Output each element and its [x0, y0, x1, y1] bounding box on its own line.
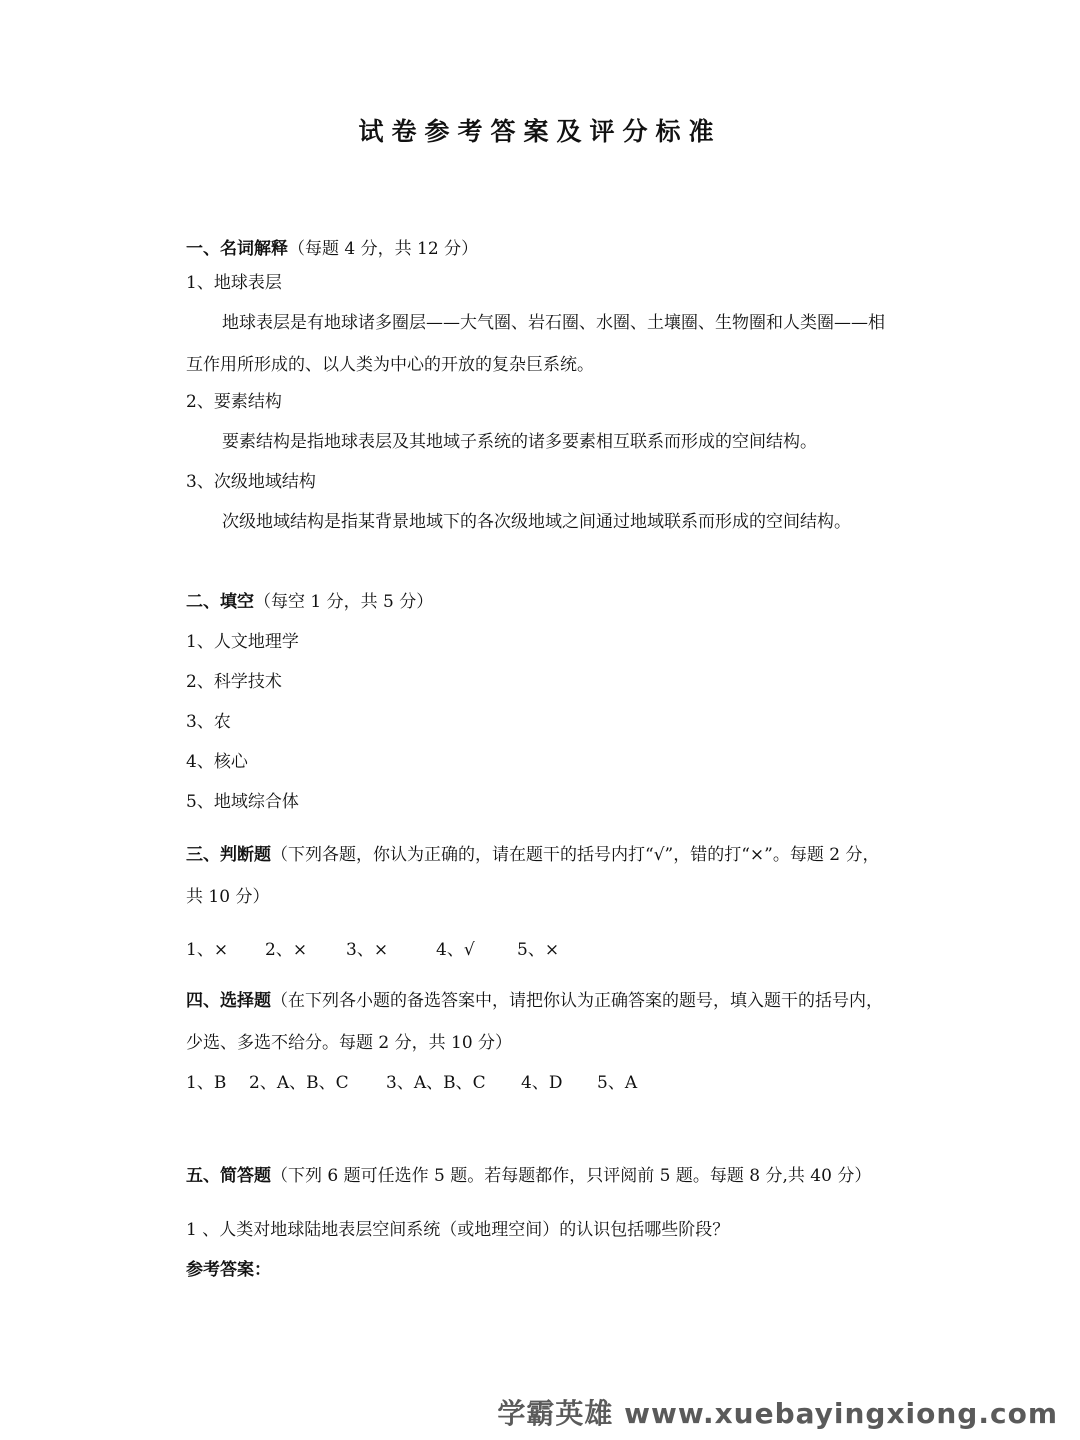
section-4-note: （在下列各小题的备选答案中，请把你认为正确答案的题号，填入题干的括号内，少选、多选不给分。每题 2 分，共 10 分） — [186, 991, 883, 1053]
s2-item-2: 2、科学技术 — [186, 672, 282, 692]
s1-answer-1: 地球表层是有地球诸多圈层——大气圈、岩石圈、水圈、土壤圈、生物圈和人类圈——相互作用所形成的、以人类为中心的开放的复杂巨系统。 — [186, 313, 885, 375]
s3-answer-5: 5、× — [517, 940, 560, 960]
s4-answer-1: 1、B — [186, 1073, 227, 1093]
section-1-heading-line — [186, 237, 478, 261]
s3-answer-1: 1、× — [186, 940, 229, 960]
section-3-heading-block — [186, 834, 892, 918]
section-3-answers — [186, 938, 559, 962]
s1-question-2: 2、要素结构 — [186, 392, 282, 412]
s3-answer-2: 2、× — [265, 940, 308, 960]
s4-answer-4: 4、D — [521, 1073, 563, 1093]
s3-answer-4: 4、√ — [436, 940, 475, 960]
s3-answer-3: 3、× — [346, 940, 389, 960]
section-2-note: （每空 1 分，共 5 分） — [254, 592, 434, 612]
section-4-answers — [186, 1071, 637, 1095]
s1-answer-3: 次级地域结构是指某背景地域下的各次级地域之间通过地域联系而形成的空间结构。 — [222, 512, 851, 532]
s4-answer-5: 5、A — [597, 1073, 638, 1093]
reference-answer-label: 参考答案： — [186, 1260, 271, 1280]
section-1-heading: 一、名词解释 — [186, 239, 288, 259]
s2-item-5: 5、地域综合体 — [186, 792, 299, 812]
section-3-heading: 三、判断题 — [186, 845, 271, 865]
s1-question-3: 3、次级地域结构 — [186, 472, 316, 492]
section-4-heading-block — [186, 980, 892, 1064]
s1-answer-2: 要素结构是指地球表层及其地域子系统的诸多要素相互联系而形成的空间结构。 — [222, 432, 817, 452]
section-1-note: （每题 4 分，共 12 分） — [288, 239, 479, 259]
section-4-heading: 四、选择题 — [186, 991, 271, 1011]
s2-item-4: 4、核心 — [186, 752, 248, 772]
s5-question-1: 1 、人类对地球陆地表层空间系统（或地理空间）的认识包括哪些阶段？ — [186, 1220, 730, 1240]
section-3-note: （下列各题，你认为正确的，请在题干的括号内打“√”，错的打“×”。每题 2 分，共 10 分） — [186, 845, 880, 907]
s1-question-1: 1、地球表层 — [186, 273, 282, 293]
s4-answer-3: 3、A、B、C — [386, 1073, 486, 1093]
section-2-heading: 二、填空 — [186, 592, 254, 612]
s4-answer-2: 2、A、B、C — [249, 1073, 349, 1093]
s2-item-1: 1、人文地理学 — [186, 632, 299, 652]
section-2-heading-line — [186, 590, 433, 614]
section-5-heading-line — [186, 1164, 871, 1188]
section-5-heading: 五、简答题 — [186, 1166, 271, 1186]
watermark-text: 学霸英雄 www.xuebayingxiong.com — [497, 1397, 1058, 1430]
s2-item-3: 3、农 — [186, 712, 231, 732]
page-title: 试卷参考答案及评分标准 — [358, 117, 722, 146]
section-5-note: （下列 6 题可任选作 5 题。若每题都作，只评阅前 5 题。每题 8 分,共 40 分） — [271, 1166, 872, 1186]
